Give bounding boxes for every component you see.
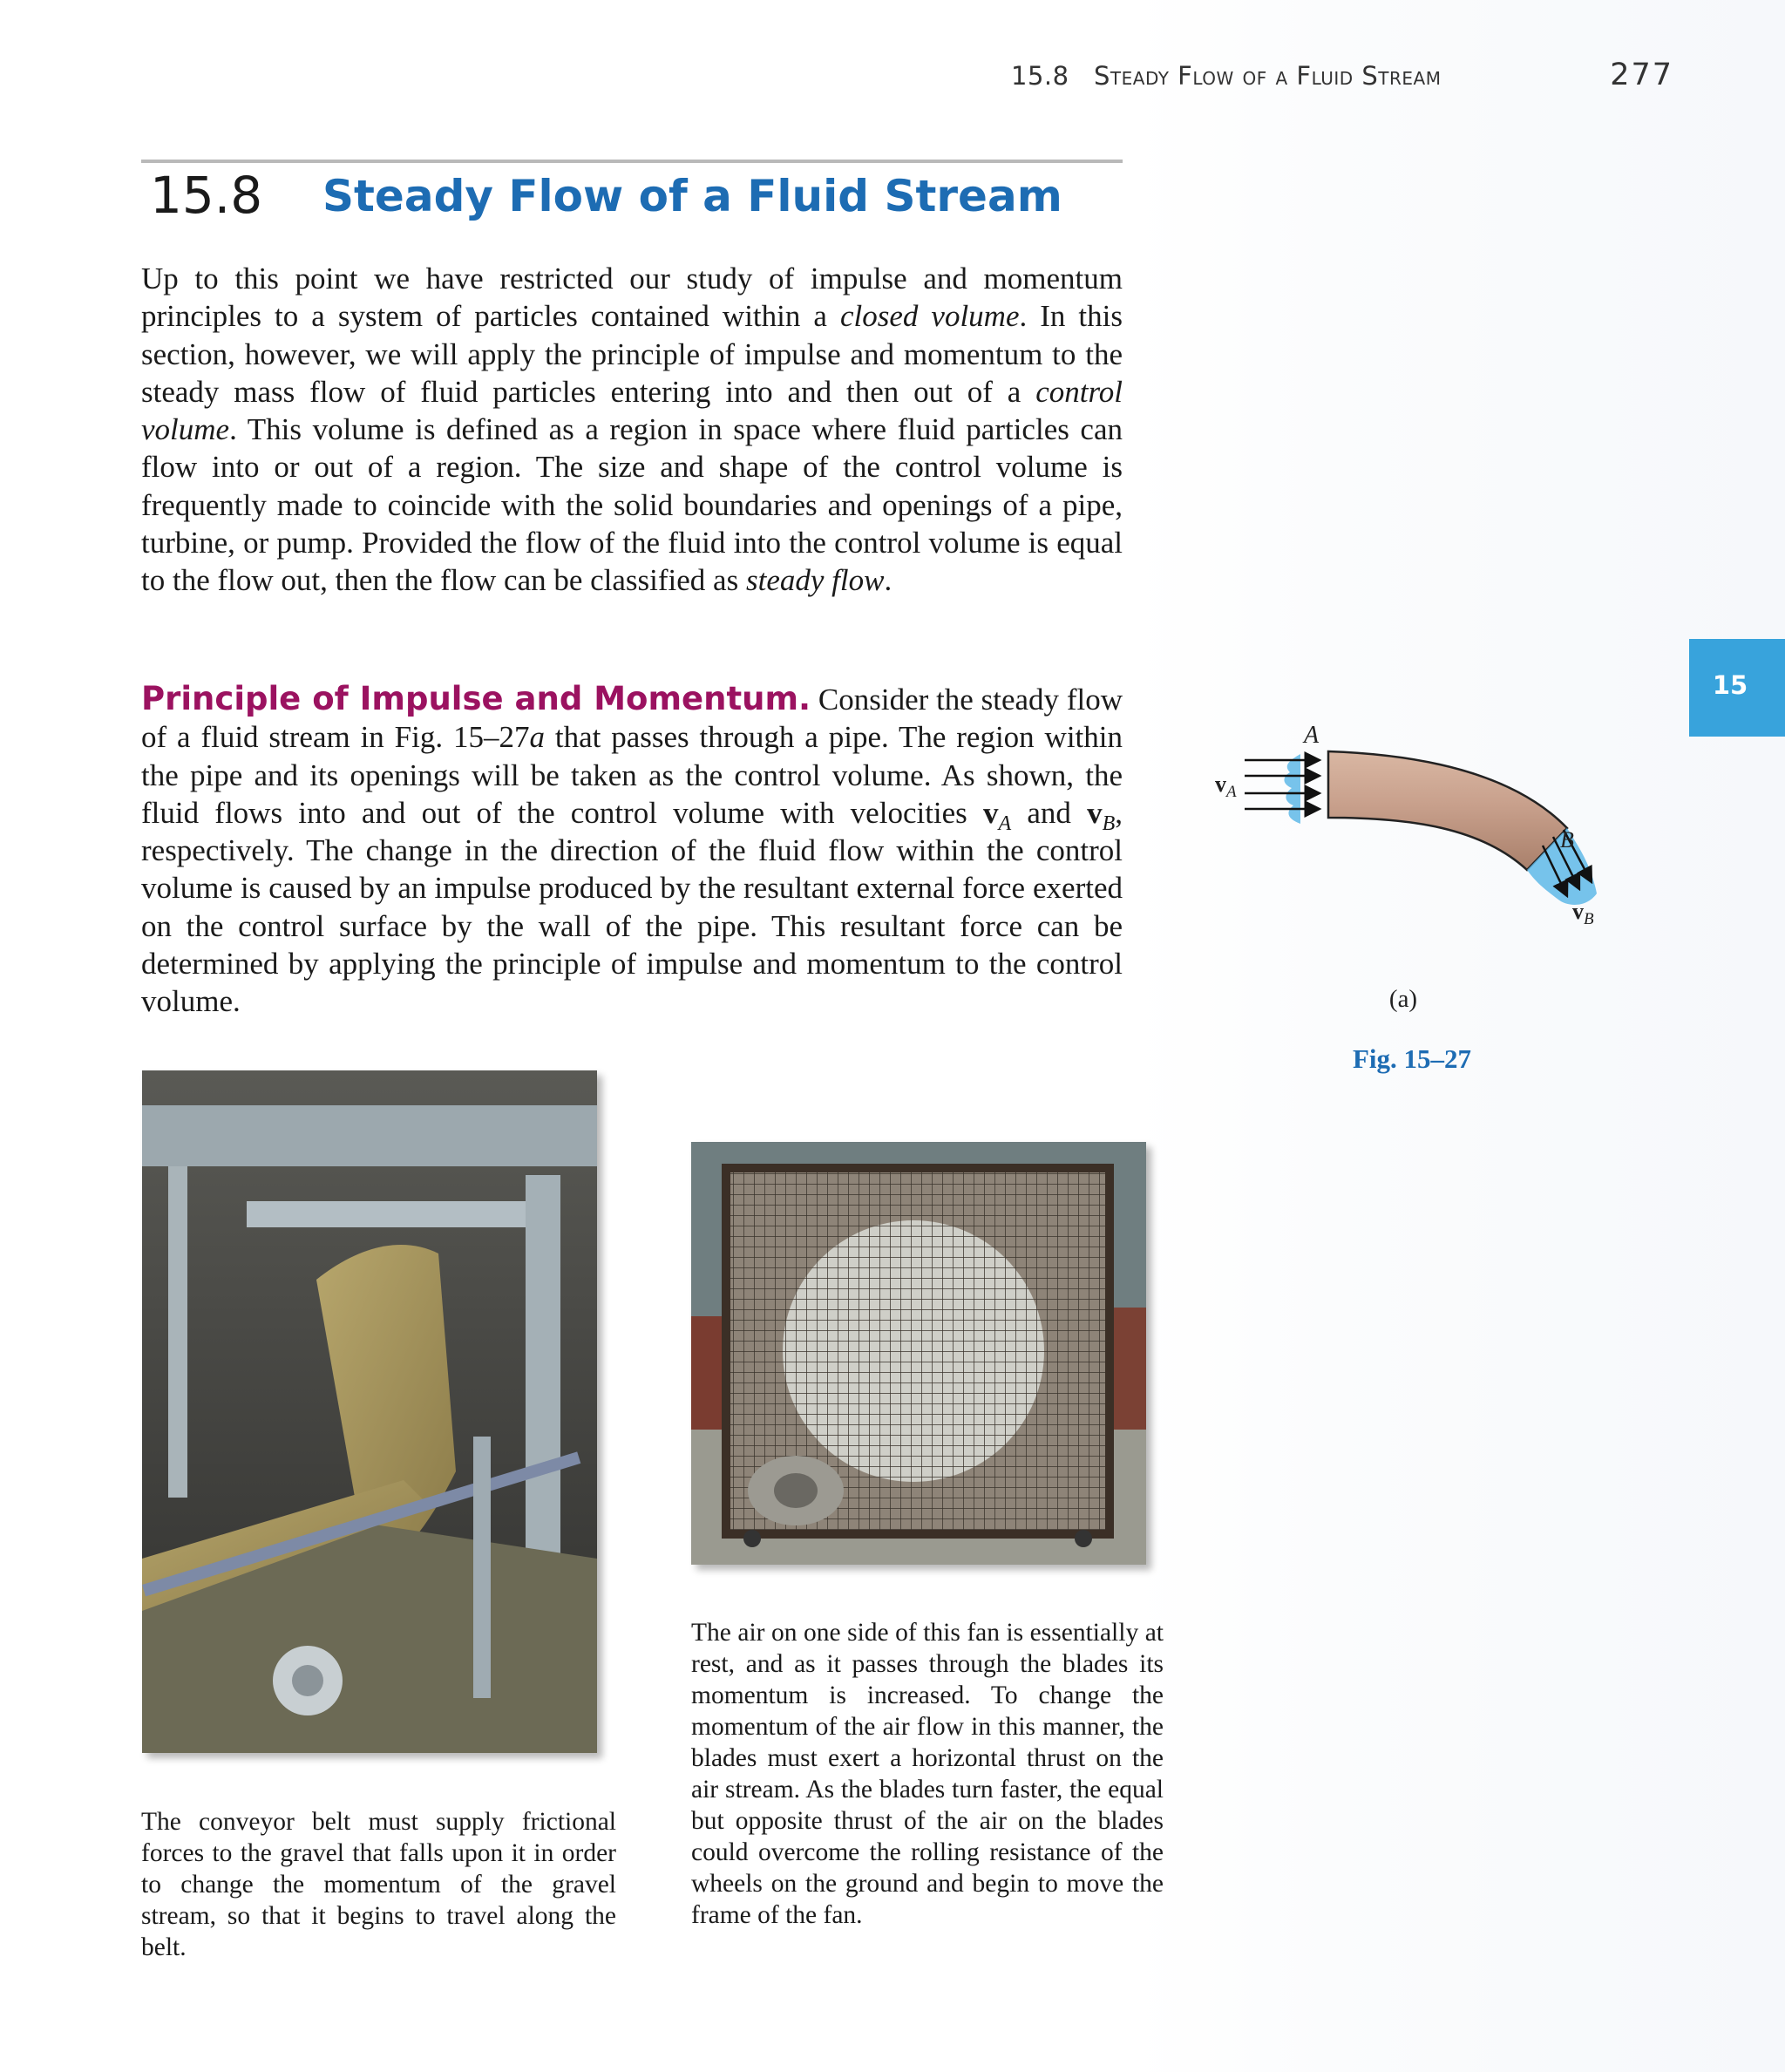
section-rule — [141, 160, 1123, 163]
velocity-subscript-b: B — [1102, 812, 1116, 835]
page-number: 277 — [1610, 58, 1673, 92]
inlet-velocity-arrows — [1245, 760, 1320, 809]
para2-text-2: that passes through a pipe. The region within the pipe and its openings will be taken as the control volume. As shown, the fluid flows into and out of the control volume with velocities — [141, 720, 1123, 830]
label-va-v: v — [1215, 771, 1226, 797]
fan-photo — [691, 1142, 1146, 1565]
margin-shade — [1133, 0, 1785, 2072]
para2-text-1: Consider the steady flow of a fluid stream in Fig. 15–27 — [141, 683, 1123, 755]
chapter-tab-number: 15 — [1712, 670, 1748, 700]
label-vb-sub: B — [1584, 910, 1594, 928]
caption-conveyor: The conveyor belt must supply frictional forces to the gravel that falls upon it in order to change the momentum of the gravel stream, so that it begins to travel along the belt. — [141, 1808, 616, 1961]
run-in-heading: Principle of Impulse and Momentum. — [141, 680, 811, 717]
para2-fig-part: a — [529, 720, 546, 755]
label-a: A — [1304, 722, 1320, 749]
paragraph-impulse-momentum — [141, 680, 1123, 1021]
velocity-subscript-a: A — [998, 812, 1012, 835]
conveyor-photo — [142, 1070, 597, 1753]
figure-label: Fig. 15–27 — [1352, 1043, 1472, 1074]
label-va-sub: A — [1226, 783, 1237, 801]
label-b: B — [1560, 827, 1574, 853]
para1-emphasis-control-volume: control volume — [141, 374, 1123, 447]
section-title: Steady Flow of a Fluid Stream — [322, 171, 1062, 221]
label-va — [1215, 771, 1237, 801]
para1-text-1: Up to this point we have restricted our study of impulse and momentum principles to a system of particles contained within a — [141, 262, 1123, 334]
para1-emphasis-closed-volume: closed volume — [839, 299, 1020, 334]
pipe-flow-figure — [1203, 715, 1621, 950]
figure-subcaption: (a) — [1388, 985, 1418, 1013]
para1-emphasis-steady-flow: steady flow — [745, 563, 885, 598]
para1-text-3: . This volume is defined as a region in space where fluid particles can flow into or out of a region. The size and shape of the control volume is frequently made to coincide with the solid boundaries and openings of a pipe, turbine, or pump. Provided the flow of the fluid into the control volume is equal to the flow out, then the flow can be classified as — [141, 412, 1123, 598]
caption-fan: The air on one side of this fan is essentially at rest, and as it passes through the blades its momentum is increased. To change the momentum of the air flow in this manner, the blades must exert a horizontal thrust on the air stream. As the blades turn faster, the equal but opposite thrust of the air on the blades could overcome the rolling resistance of the wheels on the ground and begin to move the frame of the fan. — [691, 1619, 1164, 1929]
para2-text-4: , respectively. The change in the direction of the fluid flow within the control volume is caused by an impulse produced by the resultant external force exerted on the control surface by the wall of the pipe. This resultant force can be determined by applying the principle of impulse and momentum to the control volume. — [141, 795, 1123, 1019]
running-head-title: Steady Flow of a Fluid Stream — [1094, 61, 1442, 91]
curved-pipe — [1328, 751, 1567, 870]
label-vb — [1572, 899, 1594, 928]
para1-text-2: . In this section, however, we will apply the principle of impulse and momentum to the steady mass flow of fluid particles entering into and then out of a — [141, 299, 1123, 409]
velocity-symbol-a: v — [983, 795, 999, 830]
section-number: 15.8 — [150, 166, 263, 225]
fluid-inlet-a — [1284, 754, 1300, 824]
running-head-section: 15.8 — [1011, 61, 1069, 91]
para2-text-3: and — [1011, 795, 1088, 830]
label-vb-v: v — [1572, 899, 1584, 924]
running-head — [872, 58, 1673, 105]
velocity-symbol-b: v — [1087, 795, 1103, 830]
paragraph-intro — [141, 260, 1123, 600]
para1-text-4: . — [884, 563, 892, 598]
chapter-tab — [1689, 639, 1785, 737]
